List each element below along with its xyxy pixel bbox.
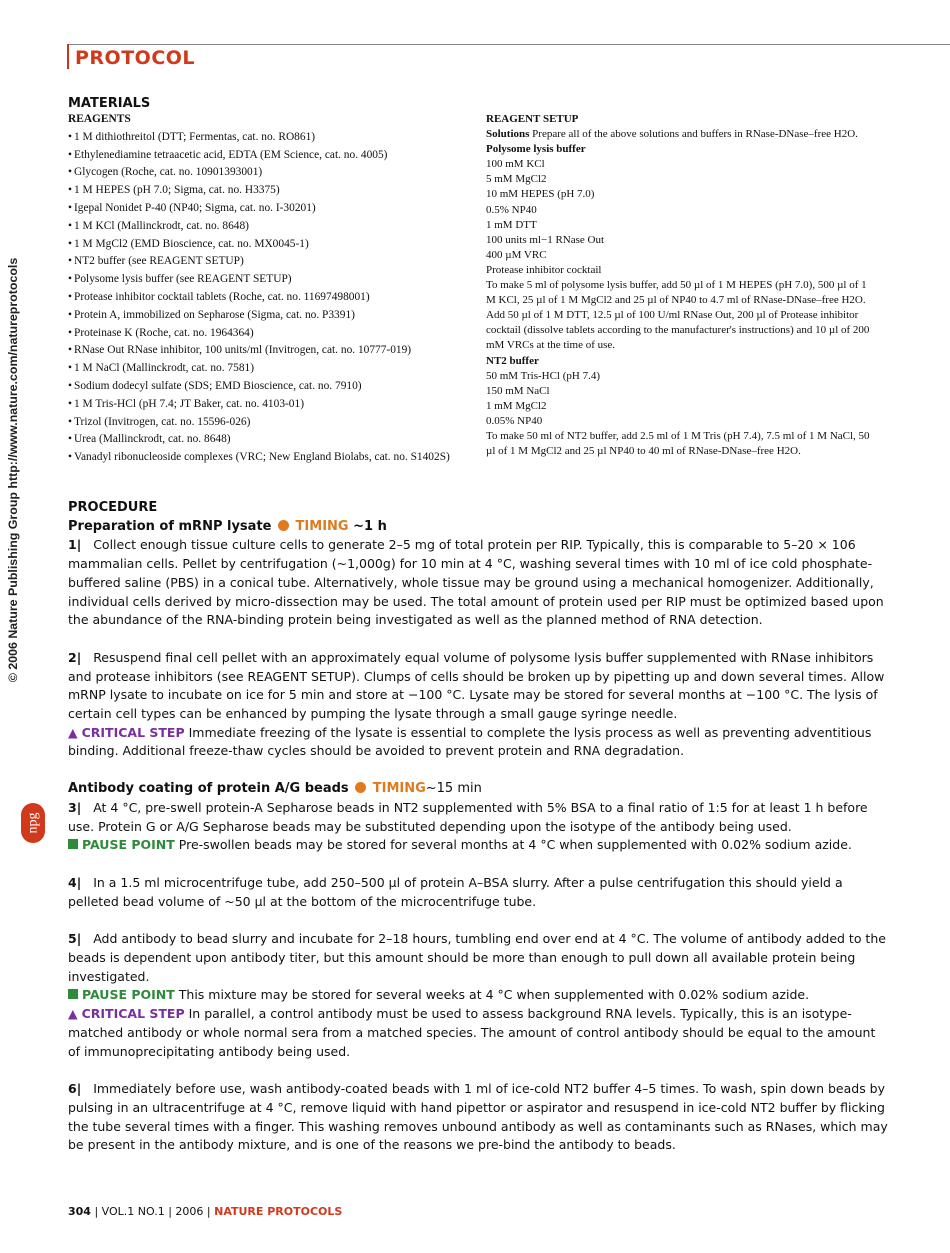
header-accent-bar — [67, 44, 69, 69]
nt2-instructions: To make 50 ml of NT2 buffer, add 2.5 ml of 1 M Tris (pH 7.4), 7.5 ml of 1 M NaCl, 50 µl of 1 M MgCl2 and 25 µl NP40 to 40 ml of RNase-DNase–free H2O. — [486, 429, 870, 458]
list-item: 0.5% NP40 — [486, 203, 537, 216]
list-item: 100 units ml−1 RNase Out — [486, 233, 605, 246]
list-item: • 1 M Tris-HCl (pH 7.4; JT Baker, cat. no. 4103-01) — [68, 396, 468, 414]
list-item: • Sodium dodecyl sulfate (SDS; EMD Bioscience, cat. no. 7910) — [68, 378, 468, 396]
timing-label: TIMING — [372, 781, 426, 797]
step-number: 5| — [68, 931, 82, 947]
list-item: • 1 M NaCl (Mallinckrodt, cat. no. 7581) — [68, 360, 468, 378]
section-title: Antibody coating of protein A/G beads — [68, 781, 349, 797]
critical-label: CRITICAL STEP — [81, 1006, 185, 1022]
critical-icon: ▲ — [68, 1006, 78, 1022]
page-header: PROTOCOL — [75, 47, 196, 69]
list-item: • Glycogen (Roche, cat. no. 10901393001) — [68, 164, 468, 182]
section-title: Preparation of mRNP lysate — [68, 518, 272, 534]
timing-value: ~1 h — [353, 518, 387, 534]
copyright-sidebar: © 2006 Nature Publishing Group http://www.nature.com/natureprotocols — [6, 257, 20, 683]
procedure-section — [68, 499, 888, 1155]
page-footer: 304 | VOL.1 NO.1 | 2006 | NATURE PROTOCOLS — [68, 1205, 343, 1218]
step-5 — [68, 930, 888, 986]
list-item: • Protease inhibitor cocktail tablets (Roche, cat. no. 11697498001) — [68, 289, 468, 307]
list-item: • Polysome lysis buffer (see REAGENT SETUP) — [68, 271, 468, 289]
reagents-heading: REAGENTS — [68, 113, 131, 125]
polysome-instructions: To make 5 ml of polysome lysis buffer, add 50 µl of 1 M HEPES (pH 7.0), 500 µl of 1 M KCl, 25 µl of 1 M MgCl2 and 25 µl of NP40 to 4.7 ml of RNase-DNase–free H2O. Add 50 µl of 1 M DTT, 12.5 µl of 100 U/ml RNase Out, 200 µl of Protease inhibitor cocktail (dissolve tablets according to the manufacturer's instructions) and 10 µl of 200 mM VRCs at the time of use. — [486, 279, 870, 352]
header-rule — [67, 44, 950, 45]
timing-value: ~15 min — [425, 781, 482, 797]
step-number: 4| — [68, 874, 82, 890]
page-number: 304 — [68, 1205, 91, 1218]
list-item: • 1 M MgCl2 (EMD Bioscience, cat. no. MX0045-1) — [68, 236, 468, 254]
pause-note — [68, 986, 888, 1005]
step-4 — [68, 874, 888, 911]
step-text: Collect enough tissue culture cells to generate 2–5 mg of total protein per RIP. Typically, this is comparable to 5–20 × 106 mammalian cells. Pellet by centrifugation (~1,000g) for 10 min at 4 °C, washing several times with 10 ml of ice cold phosphate-buffered saline (PBS) in a conical tube. Alternatively, whole tissue may be ground using a mechanical homogenizer. Additionally, individual cells derived by micro-dissection may be used. The total amount of protein used per RIP must be optimized based upon the abundance of the RNA-binding protein being investigated as well as the planned method of RNA detection. — [68, 537, 884, 628]
procedure-heading: PROCEDURE — [68, 500, 158, 515]
step-number: 6| — [68, 1081, 82, 1097]
pause-icon — [68, 989, 78, 999]
list-item: • Urea (Mallinckrodt, cat. no. 8648) — [68, 431, 468, 449]
list-item: • Ethylenediamine tetraacetic acid, EDTA (EM Science, cat. no. 4005) — [68, 147, 468, 165]
step-number: 1| — [68, 537, 82, 553]
list-item: • 1 M HEPES (pH 7.0; Sigma, cat. no. H3375) — [68, 182, 468, 200]
npg-logo-text: npg — [25, 812, 40, 834]
footer-year: 2006 — [175, 1205, 204, 1218]
pause-label: PAUSE POINT — [82, 987, 175, 1003]
timing-dot-icon — [278, 520, 289, 531]
note-text: In parallel, a control antibody must be used to assess background RNA levels. Typically, this is an isotype-matched antibody or whole normal sera from a matched species. The amount of control antibody should be equal to the amount of immunoprecipitating antibody being used. — [68, 1006, 876, 1059]
list-item: • Trizol (Invitrogen, cat. no. 15596-026) — [68, 414, 468, 432]
step-2 — [68, 649, 888, 724]
list-item: • 1 M KCl (Mallinckrodt, cat. no. 8648) — [68, 218, 468, 236]
critical-icon: ▲ — [68, 724, 78, 740]
step-3 — [68, 799, 888, 836]
section-heading — [68, 518, 888, 537]
pause-icon — [68, 839, 78, 849]
section-heading — [68, 780, 888, 799]
step-number: 2| — [68, 649, 82, 665]
step-text: Immediately before use, wash antibody-coated beads with 1 ml of ice-cold NT2 buffer 4–5 times. To wash, spin down beads by pulsing in an ultracentrifuge at 4 °C, remove liquid with hand pipettor or aspirator and resuspend in ice-cold NT2 buffer by flicking the tube several times with a finger. This washing removes unbound antibody as well as contaminants such as RNases, which may be present in the antibody mixture, and is one of the reasons we pre-bind the antibody to beads. — [68, 1081, 888, 1153]
list-item: 400 µM VRC — [486, 248, 547, 261]
step-1 — [68, 536, 888, 630]
list-item: • Protein A, immobilized on Sepharose (Sigma, cat. no. P3391) — [68, 307, 468, 325]
list-item: 5 mM MgCl2 — [486, 173, 547, 186]
pause-label: PAUSE POINT — [82, 837, 175, 853]
footer-journal: NATURE PROTOCOLS — [214, 1205, 343, 1218]
reagent-setup-column — [486, 112, 876, 459]
reagents-list — [68, 129, 468, 467]
polysome-heading: Polysome lysis buffer — [486, 143, 586, 156]
npg-logo — [21, 803, 45, 843]
list-item: 100 mM KCl — [486, 158, 545, 171]
list-item: Protease inhibitor cocktail — [486, 263, 602, 276]
timing-label: TIMING — [295, 518, 349, 534]
step-text: Add antibody to bead slurry and incubate for 2–18 hours, tumbling end over end at 4 °C. The volume of antibody added to the beads is dependent upon antibody titer, but this amount should be more than enough to pull down all available protein being investigated. — [68, 931, 886, 984]
critical-note — [68, 1005, 888, 1061]
nt2-heading: NT2 buffer — [486, 354, 539, 367]
step-text: In a 1.5 ml microcentrifuge tube, add 250–500 µl of protein A–BSA slurry. After a pulse centrifugation this should yield a pelleted bead volume of ~50 µl at the bottom of the microcentrifuge tube. — [68, 874, 843, 909]
list-item: 0.05% NP40 — [486, 414, 543, 427]
list-item: • Proteinase K (Roche, cat. no. 1964364) — [68, 325, 468, 343]
list-item: • 1 M dithiothreitol (DTT; Fermentas, cat. no. RO861) — [68, 129, 468, 147]
step-6 — [68, 1080, 888, 1155]
reagent-setup-heading: REAGENT SETUP — [486, 113, 579, 125]
timing-dot-icon — [355, 782, 366, 793]
list-item: 1 mM DTT — [486, 218, 537, 231]
footer-volume: VOL.1 NO.1 — [101, 1205, 165, 1218]
note-text: Immediate freezing of the lysate is essential to complete the lysis process as well as preventing adventitious binding. Additional freeze-thaw cycles should be avoided to prevent protein and RNA degradation. — [68, 724, 872, 759]
note-text: Pre-swollen beads may be stored for several months at 4 °C when supplemented with 0.02% sodium azide. — [178, 837, 852, 853]
note-text: This mixture may be stored for several weeks at 4 °C when supplemented with 0.02% sodium azide. — [178, 987, 810, 1003]
list-item: • NT2 buffer (see REAGENT SETUP) — [68, 253, 468, 271]
critical-note — [68, 724, 888, 761]
step-text: Resuspend final cell pellet with an approximately equal volume of polysome lysis buffer supplemented with RNase inhibitors and protease inhibitors (see REAGENT SETUP). Clumps of cells should be broken up by pipetting up and down several times. Allow mRNP lysate to incubate on ice for 5 min and store at −100 °C. Lysate may be stored for several months at −100 °C. The lysis of certain cell types can be enhanced by pumping the lysate through a small gauge syringe needle. — [68, 649, 885, 722]
critical-label: CRITICAL STEP — [81, 724, 185, 740]
list-item: 150 mM NaCl — [486, 384, 550, 397]
step-text: At 4 °C, pre-swell protein-A Sepharose beads in NT2 supplemented with 5% BSA to a final ratio of 1:5 for at least 1 h before use. Protein G or A/G Sepharose beads may be substituted depending upon the isotype of the antibody being used. — [68, 799, 868, 834]
list-item: • Vanadyl ribonucleoside complexes (VRC; New England Biolabs, cat. no. S1402S) — [68, 449, 468, 467]
list-item: 50 mM Tris-HCl (pH 7.4) — [486, 369, 600, 382]
pause-note — [68, 836, 888, 855]
list-item: 10 mM HEPES (pH 7.0) — [486, 188, 595, 201]
solutions-label: Solutions — [486, 128, 530, 141]
list-item: • RNase Out RNase inhibitor, 100 units/ml (Invitrogen, cat. no. 10777-019) — [68, 342, 468, 360]
list-item: • Igepal Nonidet P-40 (NP40; Sigma, cat. no. I-30201) — [68, 200, 468, 218]
list-item: 1 mM MgCl2 — [486, 399, 547, 412]
step-number: 3| — [68, 799, 82, 815]
reagents-column — [68, 111, 468, 467]
solutions-text: Prepare all of the above solutions and buffers in RNase-DNase–free H2O. — [532, 128, 858, 141]
materials-heading: MATERIALS — [68, 96, 151, 111]
solutions-paragraph — [486, 127, 876, 142]
